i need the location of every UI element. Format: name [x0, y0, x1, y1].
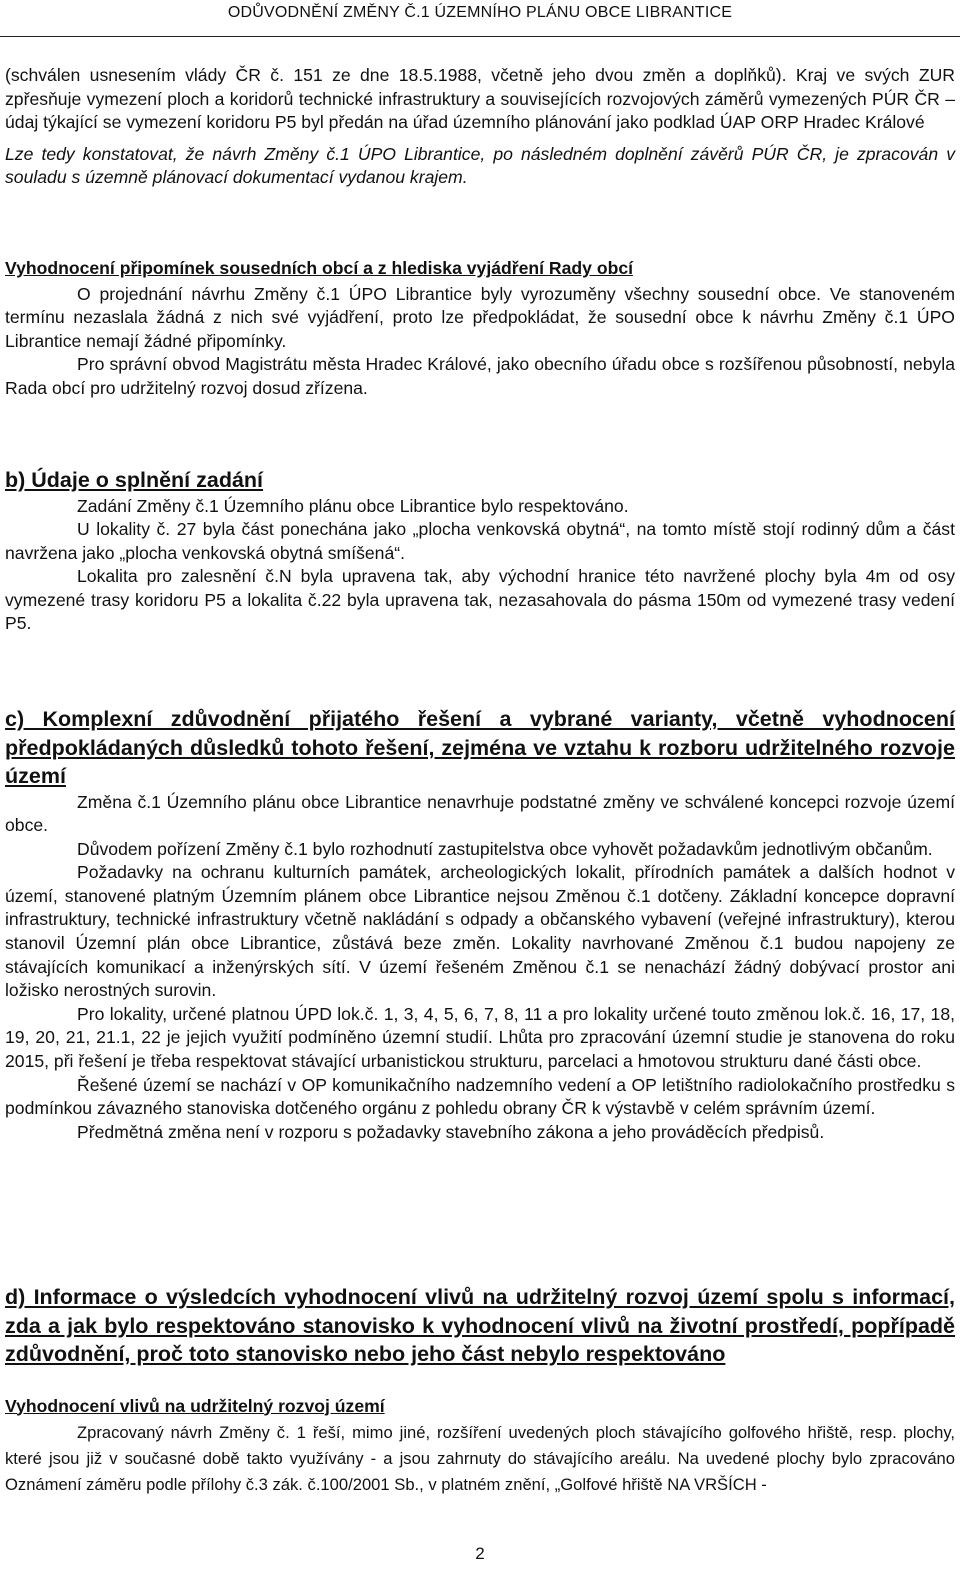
intro-block [5, 64, 955, 190]
running-header: ODŮVODNĚNÍ ZMĚNY Č.1 ÚZEMNÍHO PLÁNU OBCE LIBRANTICE [227, 4, 733, 21]
paragraph-lokality-studie: Pro lokality, určené platnou ÚPD lok.č. 1, 3, 4, 5, 6, 7, 8, 11 a pro lokality určené touto změnou lok.č. 16, 17, 18, 19, 20, 21, 21.1, 22 je jejich využití podmíněno územní studií. Lhůta pro zpracování územní studie je stanovena do roku 2015, při řešení je třeba respektovat stávající urbanistickou strukturu, parcelaci a hmotovou strukturu dané části obce. [5, 1003, 955, 1072]
section-c-heading: c) Komplexní zdůvodnění přijatého řešení a vybrané varianty, včetně vyhodnocení předpokládaných důsledků tohoto řešení, zejména ve vztahu k rozboru udržitelného rozvoje území [5, 707, 955, 788]
section-d-heading: d) Informace o výsledcích vyhodnocení vlivů na udržitelný rozvoj území spolu s informací, zda a jak bylo respektováno stanovisko k vyhodnocení vlivů na životní prostředí, popřípadě zdůvodnění, proč toto stanovisko nebo jeho část nebylo respektováno [5, 1285, 955, 1366]
paragraph-rada-obci: Pro správní obvod Magistrátu města Hradec Králové, jako obecního úřadu obce s rozšířenou působností, nebyla Rada obcí pro udržitelný rozvoj dosud zřízena. [5, 354, 955, 398]
paragraph-kraj-zur: (schválen usnesením vlády ČR č. 151 ze dne 18.5.1988, včetně jeho dvou změn a doplňků). Kraj ve svých ZUR zpřesňuje vymezení ploch a koridorů technické infrastruktury a souvisejících rozvojových záměrů vymezených PÚR ČR – údaj týkající se vymezení koridoru P5 byl předán na úřad územního plánování jako podklad ÚAP ORP Hradec Králové [5, 65, 955, 133]
neighbours-block [5, 257, 955, 401]
section-b [5, 466, 955, 636]
paragraph-soulad: Předmětná změna není v rozporu s požadavky stavebního zákona a jeho prováděcích předpisů. [77, 1121, 825, 1142]
subheading-neighbours: Vyhodnocení připomínek sousedních obcí a z hlediska vyjádření Rady obcí [5, 258, 633, 278]
page-number: 2 [475, 1544, 485, 1563]
subheading-vyhodnoceni: Vyhodnocení vlivů na udržitelný rozvoj území [5, 1395, 385, 1416]
section-c [5, 705, 955, 1144]
paragraph-pozadavky: Požadavky na ochranu kulturních památek, archeologických lokalit, přírodních památek a dalších hodnot v území, stanovené platným Územním plánem obce Librantice nejsou Změnou č.1 dotčeny. Základní koncepce dopravní infrastruktury, technické infrastruktury včetně nakládání s odpady a občanského vybavení (veřejné infrastruktury), kterou stanovil Územní plán obce Librantice, zůstává beze změn. Lokality navrhované Změnou č.1 budou napojeny ze stávajících komunikací a inženýrských sítí. V území řešeném Změnou č.1 se nenachází žádný dobývací prostor ani ložisko nerostných surovin. [5, 862, 955, 1001]
paragraph-lokalita-27: U lokality č. 27 byla část ponechána jako „plocha venkovská obytná“, na tomto místě stojí rodinný dům a část navržena jako „plocha venkovská obytná smíšená“. [5, 519, 955, 563]
paragraph-conclusion: Lze tedy konstatovat, že návrh Změny č.1 ÚPO Librantice, po následném doplnění závěrů PÚR ČR, je zpracován v souladu s územně plánovací dokumentací vydanou krajem. [5, 143, 955, 188]
paragraph-koncepce: Změna č.1 Územního plánu obce Librantice nenavrhuje podstatné změny ve schválené koncepci rozvoje území obce. [5, 791, 955, 836]
paragraph-zalesneni: Lokalita pro zalesnění č.N byla upravena tak, aby východní hranice této navržené plochy byla 4m od osy vymezené trasy koridoru P5 a lokalita č.22 byla upravena tak, nezasahovala do pásma 150m od vymezené trasy vedení P5. [5, 566, 955, 634]
section-b-heading: b) Údaje o splnění zadání [5, 468, 264, 492]
header-rule [0, 36, 960, 37]
section-d [5, 1283, 955, 1498]
paragraph-zadani: Zadání Změny č.1 Územního plánu obce Librantice bylo respektováno. [77, 495, 629, 516]
paragraph-duvod: Důvodem pořízení Změny č.1 bylo rozhodnutí zastupitelstva obce vyhovět požadavkům jednotlivým občanům. [77, 838, 933, 859]
paragraph-golf: Zpracovaný návrh Změny č. 1 řeší, mimo jiné, rozšíření uvedených ploch stávajícího golfového hřiště, resp. plochy, které jsou již v současné době takto využívány - a jsou zahrnuty do stávajícího areálu. Na uvedené plochy bylo zpracováno Oznámení záměru podle přílohy č.3 zák. č.100/2001 Sb., v platném znění, „Golfové hřiště NA VRŠÍCH - [5, 1423, 955, 1495]
paragraph-op-vedeni: Řešené území se nachází v OP komunikačního nadzemního vedení a OP letištního radiolokačního prostředku s podmínkou závazného stanoviska dotčeného orgánu z pohledu obrany ČR k výstavbě v celém správním území. [5, 1074, 955, 1119]
paragraph-neighbours: O projednání návrhu Změny č.1 ÚPO Librantice byly vyrozuměny všechny sousední obce. Ve stanoveném termínu nezaslala žádná z nich své vyjádření, proto lze předpokládat, že sousední obce k návrhu Změny č.1 ÚPO Librantice nemají žádné připomínky. [5, 283, 955, 351]
